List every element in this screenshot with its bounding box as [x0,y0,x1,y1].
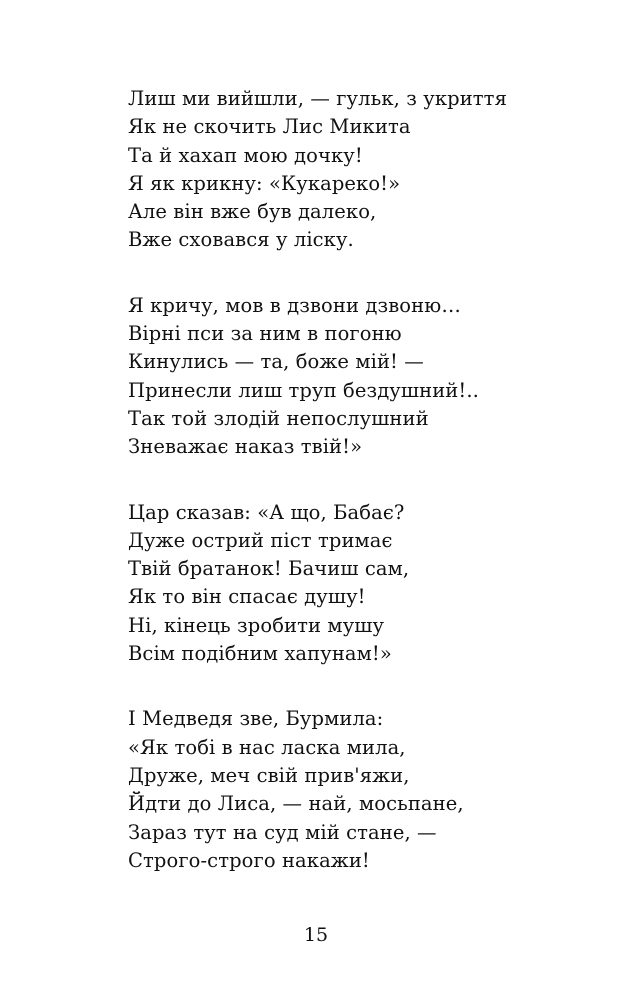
poem-line: Всім подібним хапунам!» [128,642,392,666]
poem-line: І Медведя зве, Бурмила: [128,707,384,731]
poem-line: Цар сказав: «А що, Бабає? [128,500,405,524]
poem-line: Як то він спасає душу! [128,585,366,609]
poem-line: Лиш ми вийшли, — гульк, з укриття [128,87,507,110]
stanza-1 [128,85,598,255]
poem-line: Як не скочить Лис Микита [128,115,411,139]
poem-text [128,85,598,912]
poem-line: Строго-строго накажи! [128,848,370,872]
poem-line: Друже, меч свій прив'яжи, [128,763,410,787]
stanza-2 [128,292,598,462]
poem-line: Вже сховався у ліску. [128,228,354,252]
poem-line: Я кричу, мов в дзвони дзвоню… [128,293,461,317]
poem-line: Йдти до Лиса, — най, мосьпане, [128,792,464,816]
poem-line: Ні, кінець зробити мушу [128,613,385,637]
stanza-3 [128,499,598,669]
poem-line: Так той злодій непослушний [128,406,429,430]
poem-line: Кинулись — та, боже мій! — [128,350,424,374]
stanza-4 [128,705,598,875]
page-number: 15 [303,924,329,946]
poem-line: Принесли лиш труп бездушний!.. [128,378,479,402]
poem-line: Я як крикну: «Кукареко!» [128,171,401,195]
poem-line: Твій братанок! Бачиш сам, [128,557,410,581]
poem-line: Дуже острий піст тримає [128,528,393,552]
poem-line: Але він вже був далеко, [128,200,377,224]
poem-line: Вірні пси за ним в погоню [128,322,402,346]
poem-line: Зневажає наказ твій!» [128,435,363,459]
poem-line: Та й хахап мою дочку! [128,143,363,167]
poem-line: Зараз тут на суд мій стане, — [128,820,437,844]
poem-line: «Як тобі в нас ласка мила, [128,735,406,759]
